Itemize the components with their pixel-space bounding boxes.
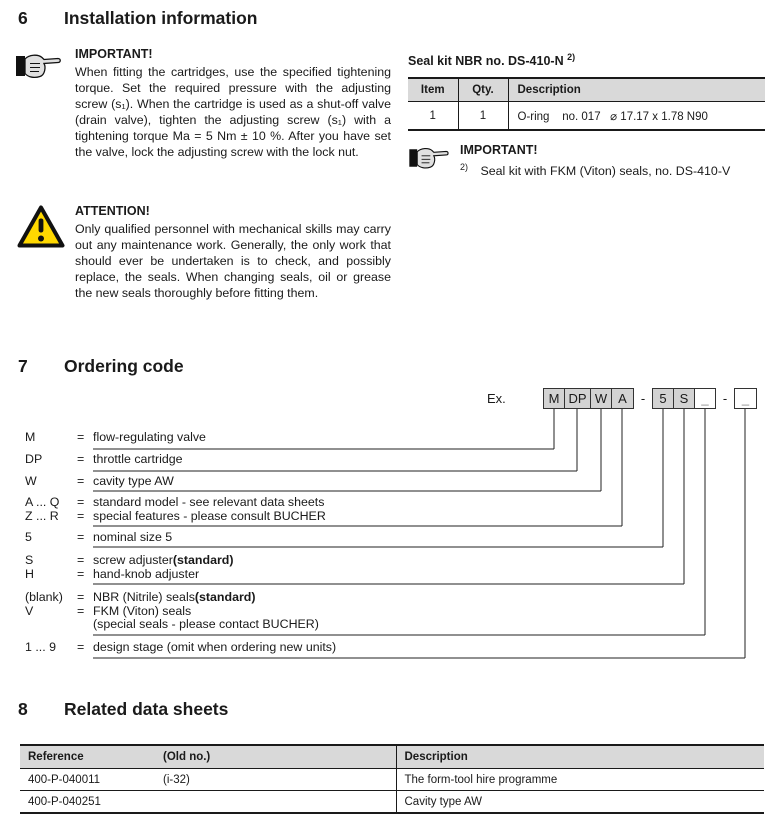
- cell-item: 1: [429, 109, 436, 122]
- important-note-2: [408, 143, 765, 178]
- legend-desc: FKM (Viton) seals: [93, 604, 192, 618]
- related-header-row: [20, 745, 764, 769]
- legend-key: Z ... R: [25, 509, 59, 523]
- legend-key: A ... Q: [25, 495, 60, 509]
- important-heading: IMPORTANT!: [75, 47, 153, 61]
- legend-key: H: [25, 567, 34, 581]
- code-box-design-stage: _: [734, 388, 757, 409]
- legend-desc: standard model - see relevant data sheets: [93, 495, 325, 509]
- legend-key: M: [25, 430, 36, 444]
- legend-desc-bold: (standard): [172, 553, 234, 567]
- equals-sign: =: [77, 452, 85, 466]
- equals-sign: =: [77, 530, 85, 544]
- legend-desc: design stage (omit when ordering new units): [93, 640, 337, 654]
- legend-desc: nominal size 5: [93, 530, 173, 544]
- attention-heading: ATTENTION!: [75, 204, 150, 218]
- important-body: When fitting the cartridges, use the specified tightening torque. Set the required pressure with the adjusting screw (s₁). When the cartridge is used as a shut-off valve (drain valve), tighten the adjusting screw (s₁) with a tightening torque Ma = 5 Nm ± 10 %. After you have set the valve, lock the adjusting screw with the lock nut.: [75, 65, 391, 159]
- legend-key: [25, 617, 77, 631]
- seal-kit-title-footnote-ref: 2): [567, 52, 576, 62]
- code-box-a: A: [611, 388, 634, 409]
- legend-desc: (special seals - please contact BUCHER): [93, 617, 319, 631]
- seal-kit-block: [408, 52, 765, 191]
- col-header-description: Description: [396, 745, 764, 769]
- legend-desc: cavity type AW: [93, 474, 174, 488]
- equals-sign: =: [77, 590, 85, 604]
- pointing-hand-icon: [408, 144, 450, 172]
- equals-sign: =: [77, 430, 85, 444]
- section-title: Installation information: [64, 8, 258, 28]
- legend-key: (blank): [25, 590, 63, 604]
- section-number: 7: [18, 356, 28, 376]
- legend-row-blank: [25, 590, 255, 604]
- col-header-item: Item: [420, 84, 445, 97]
- important-note-1: [15, 47, 393, 160]
- legend-desc: flow-regulating valve: [93, 430, 206, 444]
- related-data-sheets-table: [20, 744, 764, 814]
- legend-desc: screw adjuster: [93, 553, 173, 567]
- legend-desc: special features - please consult BUCHER: [93, 509, 326, 523]
- code-box-dp: DP: [564, 388, 591, 409]
- section-number: 6: [18, 8, 28, 28]
- legend-desc-bold: (standard): [194, 590, 256, 604]
- legend-desc: throttle cartridge: [93, 452, 183, 466]
- code-separator: -: [640, 391, 646, 406]
- legend-key: 1 ... 9: [25, 640, 56, 654]
- equals-sign: =: [77, 604, 85, 618]
- equals-sign: =: [77, 495, 85, 509]
- attention-body: Only qualified personnel with mechanical skills may carry out any maintenance work. Generally, the only work that should ever be undertaken is to check, and possibly replace, the seals. When changing seals, oil or grease the new seals thoroughly before fitting them.: [75, 222, 391, 300]
- seal-kit-row: [408, 102, 765, 131]
- section-title: Related data sheets: [64, 699, 229, 719]
- code-box-m: M: [543, 388, 565, 409]
- cell-reference: 400-P-040011: [28, 773, 101, 786]
- footnote-ref: 2): [460, 162, 469, 173]
- col-header-reference: Reference: [28, 751, 84, 763]
- code-box-w: W: [590, 388, 612, 409]
- example-label: Ex.: [487, 391, 506, 406]
- cell-qty: 1: [458, 102, 508, 131]
- legend-row-19: [25, 640, 336, 654]
- legend-row-v: [25, 604, 191, 618]
- col-header-old-no: (Old no.): [163, 751, 211, 763]
- equals-sign: [77, 617, 93, 631]
- seal-kit-title: [408, 52, 765, 68]
- cell-reference: 400-P-040251: [28, 795, 101, 808]
- code-box-s: S: [673, 388, 695, 409]
- cell-old-no: [155, 791, 396, 814]
- seal-kit-table: [408, 77, 765, 131]
- cell-description: O-ring no. 017 ⌀ 17.17 x 1.78 N90: [508, 102, 765, 131]
- section-7-heading: [18, 356, 184, 376]
- legend-row-zr: [25, 509, 326, 523]
- legend-row-w: [25, 474, 174, 488]
- footnote-text: Seal kit with FKM (Viton) seals, no. DS-410-V: [480, 164, 731, 179]
- ordering-code-diagram: [0, 385, 768, 677]
- ordering-code-boxes: [543, 388, 757, 409]
- pointing-hand-icon: [15, 50, 62, 82]
- equals-sign: =: [77, 474, 85, 488]
- code-box-seal: _: [694, 388, 716, 409]
- section-6-heading: [18, 8, 257, 28]
- legend-row-dp: [25, 452, 183, 466]
- warning-triangle-icon: [17, 204, 65, 249]
- col-header-qty: Qty.: [458, 78, 508, 102]
- col-header-description: Description: [508, 78, 765, 102]
- cell-description: The form-tool hire programme: [396, 769, 764, 791]
- important-2-heading: IMPORTANT!: [460, 143, 538, 158]
- legend-row-m: [25, 430, 206, 444]
- attention-note: [15, 204, 393, 301]
- section-number: 8: [18, 699, 28, 719]
- legend-key: V: [25, 604, 34, 618]
- table-row: [20, 791, 764, 814]
- seal-kit-title-text: Seal kit NBR no. DS-410-N: [408, 54, 564, 69]
- equals-sign: =: [77, 640, 85, 654]
- seal-kit-header-row: [408, 78, 765, 102]
- footnote-2: [460, 162, 765, 178]
- legend-row-s: [25, 553, 233, 567]
- legend-desc: hand-knob adjuster: [93, 567, 200, 581]
- section-8-heading: [18, 699, 228, 719]
- code-box-5: 5: [652, 388, 674, 409]
- legend-desc: NBR (Nitrile) seals: [93, 590, 195, 604]
- equals-sign: =: [77, 509, 85, 523]
- equals-sign: =: [77, 567, 85, 581]
- legend-row-5: [25, 530, 172, 544]
- cell-old-no: (i-32): [163, 773, 190, 786]
- table-row: [20, 769, 764, 791]
- legend-key: 5: [25, 530, 32, 544]
- legend-row-v-continued: [25, 617, 319, 631]
- code-separator: -: [722, 391, 728, 406]
- section-title: Ordering code: [64, 356, 184, 376]
- equals-sign: =: [77, 553, 85, 567]
- legend-key: W: [25, 474, 37, 488]
- legend-row-h: [25, 567, 199, 581]
- cell-description: Cavity type AW: [396, 791, 764, 814]
- legend-key: S: [25, 553, 34, 567]
- legend-key: DP: [25, 452, 43, 466]
- legend-row-aq: [25, 495, 324, 509]
